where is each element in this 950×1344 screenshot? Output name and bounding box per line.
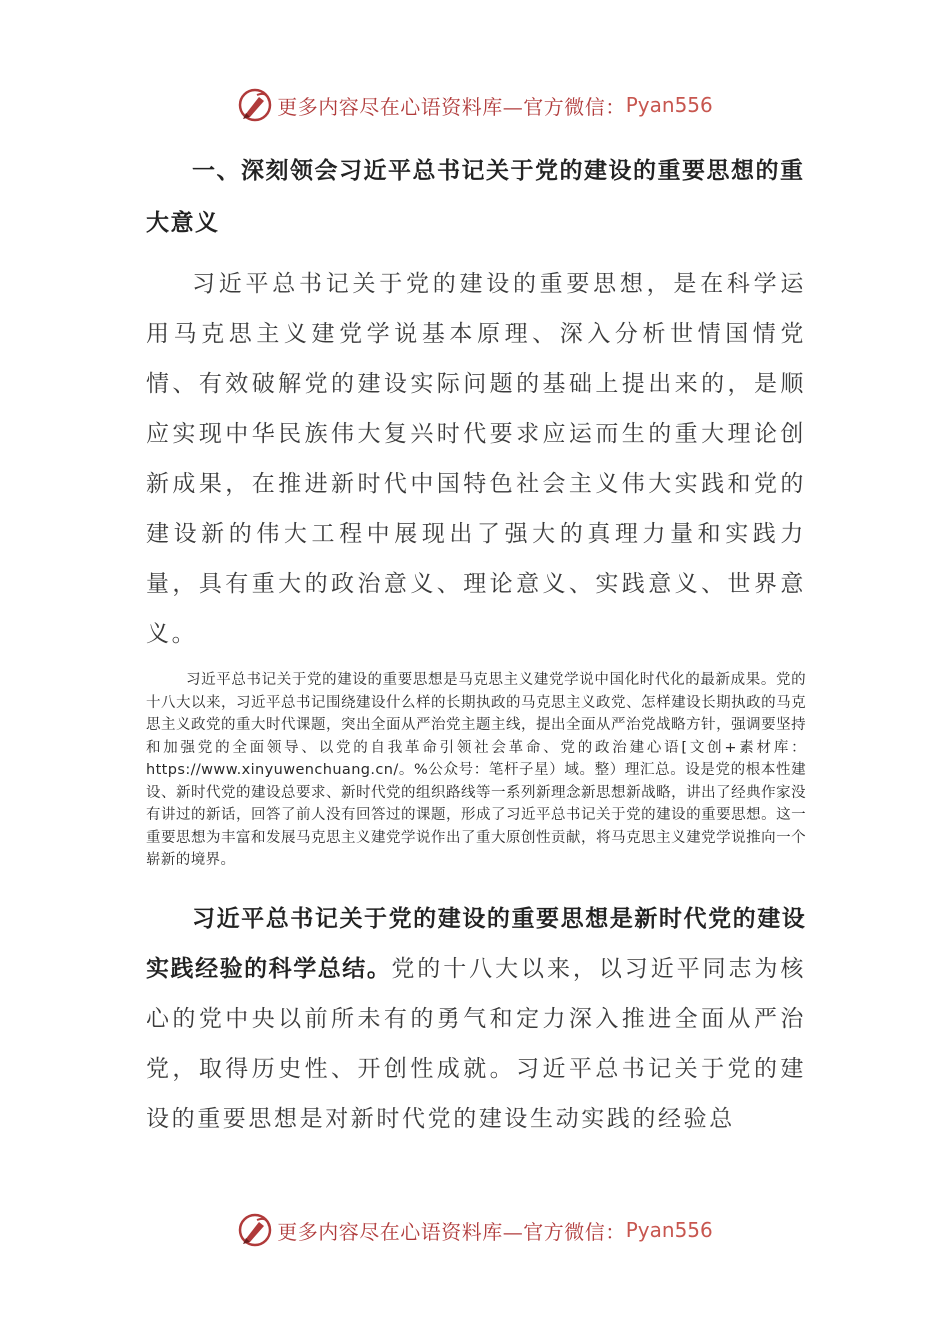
document-body	[146, 145, 806, 1144]
paragraph-3-body: 党的十八大以来，以习近平同志为核心的党中央以前所未有的勇气和定力深入推进全面从严治党，取得历史性、开创性成就。习近平总书记关于党的建设的重要思想是对新时代党的建设生动实践的经验总	[146, 955, 806, 1132]
banner-text: 更多内容尽在心语资料库—官方微信：	[277, 1219, 626, 1244]
wechat-id: Pyan556	[625, 1218, 713, 1242]
paragraph-2: 习近平总书记关于党的建设的重要思想是马克思主义建党学说中国化时代化的最新成果。党的十八大以来，习近平总书记围绕建设什么样的长期执政的马克思主义政党、怎样建设长期执政的马克思主义政党的重大时代课题，突出全面从严治党主题主线，提出全面从严治党战略方针，强调要坚持和加强党的全面领导、以党的自我革命引领社会革命、党的政治建心语[文创+素材库：https://www.xinyuwenchuang.cn/。%公众号：笔杆子星）域。整）理汇总。设是党的根本性建设、新时代党的建设总要求、新时代党的组织路线等一系列新理念新思想新战略，讲出了经典作家没有讲过的新话，回答了前人没有回答过的课题，形成了习近平总书记关于党的建设的重要思想。这一重要思想为丰富和发展马克思主义建党学说作出了重大原创性贡献，将马克思主义建党学说推向一个崭新的境界。	[146, 672, 806, 868]
pen-logo-icon	[237, 87, 273, 123]
footer-banner	[0, 1205, 950, 1255]
paragraph-3	[146, 894, 806, 1144]
paragraph-1: 习近平总书记关于党的建设的重要思想，是在科学运用马克思主义建党学说基本原理、深入分析世情国情党情、有效破解党的建设实际问题的基础上提出来的，是顺应实现中华民族伟大复兴时代要求应运而生的重大理论创新成果，在推进新时代中国特色社会主义伟大实践和党的建设新的伟大工程中展现出了强大的真理力量和实践力量，具有重大的政治意义、理论意义、实践意义、世界意义。	[146, 271, 806, 647]
pen-logo-icon	[237, 1212, 273, 1248]
banner-text: 更多内容尽在心语资料库—官方微信：	[277, 94, 626, 119]
section-heading: 一、深刻领会习近平总书记关于党的建设的重要思想的重大意义	[146, 158, 805, 236]
wechat-id: Pyan556	[625, 93, 713, 117]
paragraph-3-lead: 习近平总书记关于党的建设的重要思想是新时代党的建设实践经验的科学总结。	[146, 905, 806, 982]
header-banner	[0, 80, 950, 130]
